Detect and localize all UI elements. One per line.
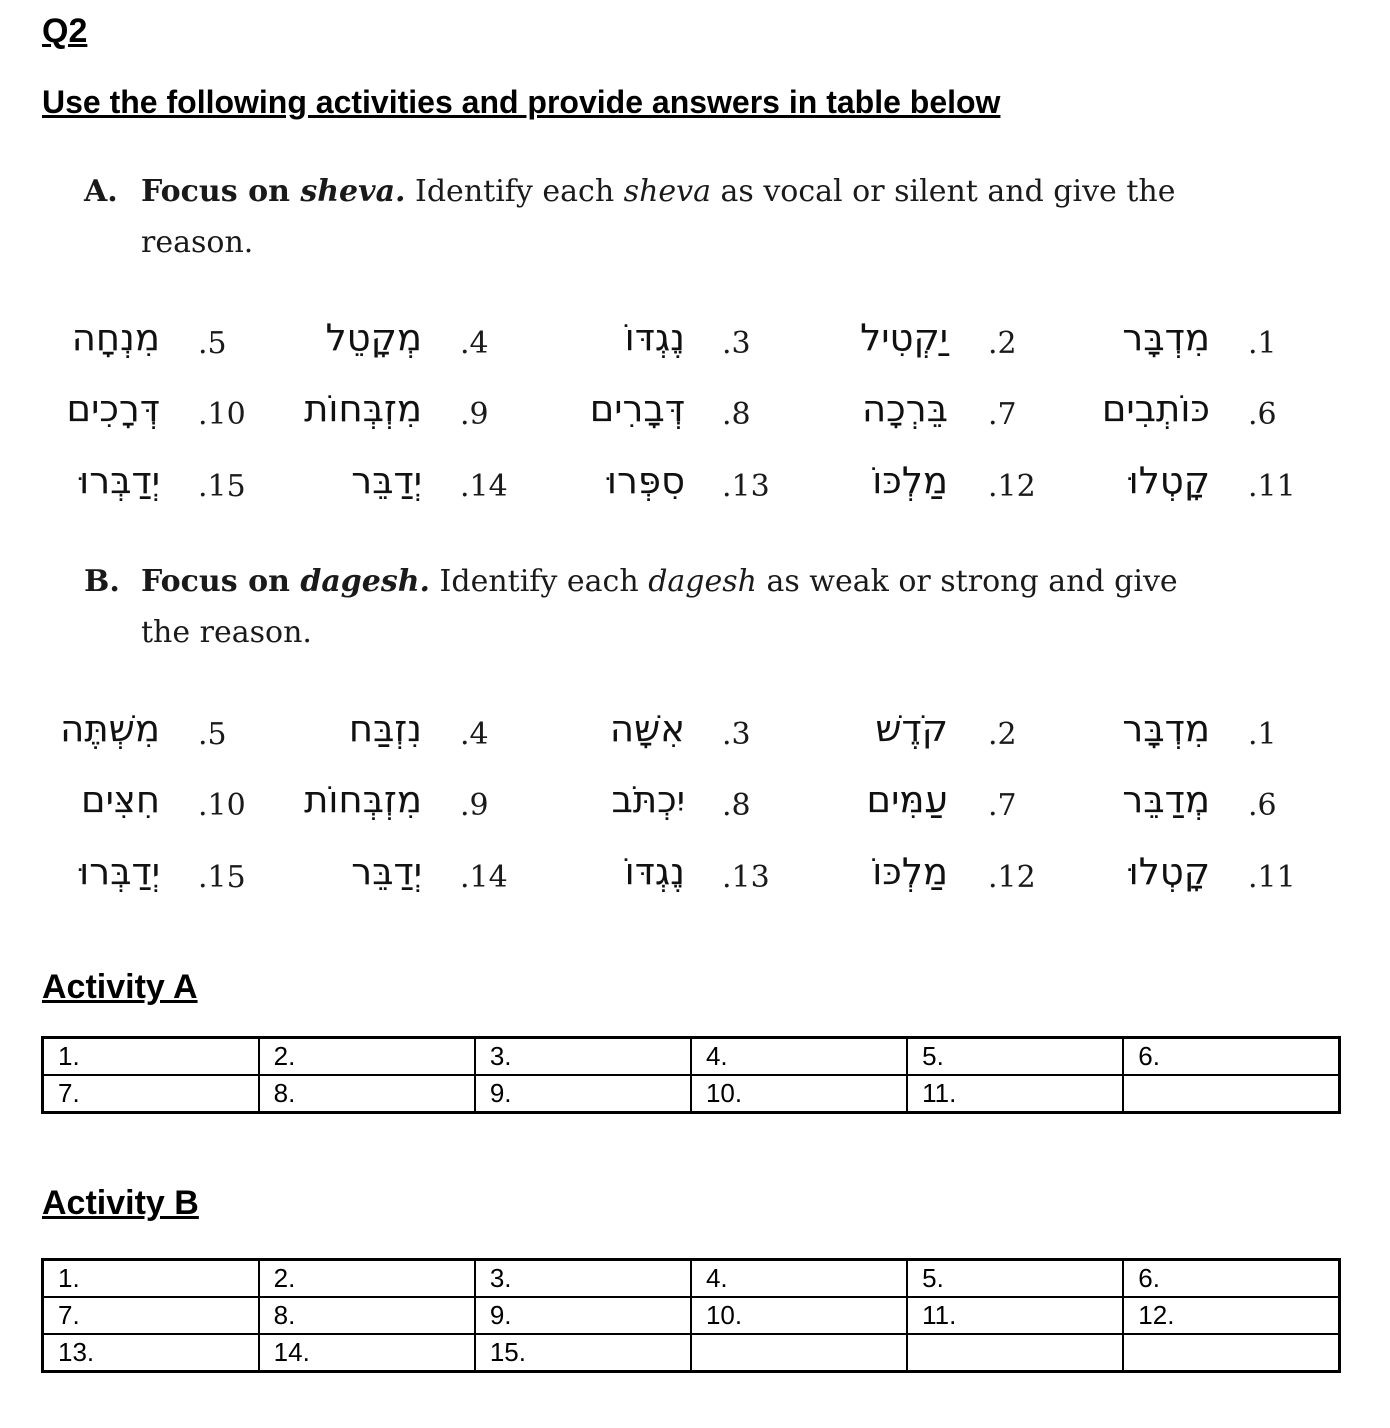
activity-b-answer-cell[interactable]: 12. [1123, 1297, 1339, 1334]
hebrew-word: אִשָּׁה [609, 707, 685, 750]
hebrew-word: מַלְכּוֹ [872, 459, 948, 502]
hebrew-word: יְדַבְּרוּ [79, 850, 160, 893]
item-number: .11 [1248, 469, 1296, 504]
item-number: .8 [722, 397, 751, 432]
activity-a-answer-cell[interactable]: 2. [259, 1038, 475, 1076]
hebrew-word: יְדַבֵּר [351, 850, 422, 893]
item-number: .1 [1248, 326, 1277, 361]
activity-a-row [43, 1038, 1340, 1076]
activity-b-answer-cell[interactable] [691, 1334, 907, 1372]
section-a-letter: A. [84, 174, 118, 209]
hebrew-word: מִדְבָּר [1122, 316, 1210, 359]
hebrew-word: נִזְבַּח [348, 707, 422, 750]
activity-b-heading: Activity B [42, 1184, 199, 1222]
activity-b-table [41, 1258, 1341, 1373]
item-number: .3 [722, 326, 751, 361]
hebrew-word: מִזְבְּחוֹת [304, 387, 422, 430]
hebrew-word: יְדַבֵּר [351, 459, 422, 502]
item-number: .8 [722, 788, 751, 823]
activity-a-answer-cell[interactable]: 10. [691, 1075, 907, 1113]
item-number: .15 [198, 860, 246, 895]
hebrew-word: מְקָטֵל [325, 316, 422, 359]
item-number: .3 [722, 717, 751, 752]
hebrew-word: חִצִּים [81, 778, 160, 821]
hebrew-word: קָטְלוּ [1128, 850, 1210, 893]
item-number: .7 [988, 788, 1017, 823]
activity-a-answer-cell[interactable]: 8. [259, 1075, 475, 1113]
activity-b-row [43, 1334, 1340, 1372]
activity-a-answer-cell[interactable]: 7. [43, 1075, 259, 1113]
item-number: .13 [722, 469, 770, 504]
item-number: .6 [1248, 788, 1277, 823]
activity-a-answer-cell[interactable]: 6. [1123, 1038, 1339, 1076]
hebrew-word: מִנְחָה [71, 316, 160, 359]
item-number: .5 [198, 717, 227, 752]
section-a-line-1 [84, 166, 1314, 217]
item-number: .12 [988, 469, 1036, 504]
activity-b-answer-cell[interactable]: 3. [475, 1260, 691, 1298]
item-number: .2 [988, 717, 1017, 752]
item-number: .5 [198, 326, 227, 361]
hebrew-word: מִדְבָּר [1122, 707, 1210, 750]
hebrew-word: סִפְּרוּ [606, 459, 685, 502]
item-number: .7 [988, 397, 1017, 432]
section-b-letter: B. [84, 564, 120, 599]
hebrew-word: נֶגְדּוֹ [624, 316, 685, 359]
hebrew-word: יַקְטִיל [860, 316, 948, 359]
question-label: Q2 [42, 12, 88, 50]
item-number: .9 [460, 397, 489, 432]
section-b-bold-term: dagesh. [300, 564, 430, 599]
hebrew-word: נֶגְדּוֹ [624, 850, 685, 893]
activity-a-answer-cell[interactable]: 4. [691, 1038, 907, 1076]
activity-b-answer-cell[interactable]: 5. [907, 1260, 1123, 1298]
activity-a-row [43, 1075, 1340, 1113]
section-b-instruction [84, 556, 1314, 658]
activity-a-answer-cell[interactable]: 9. [475, 1075, 691, 1113]
section-a-text-3: reason. [141, 225, 254, 260]
section-b-text-1: Identify each [429, 564, 649, 599]
hebrew-word: עַמִּים [866, 778, 948, 821]
activity-b-answer-cell[interactable] [1123, 1334, 1339, 1372]
item-number: .14 [460, 860, 508, 895]
item-number: .6 [1248, 397, 1277, 432]
section-a-bold-term: sheva. [300, 174, 406, 209]
hebrew-word: מְדַבֵּר [1122, 778, 1210, 821]
activity-b-answer-cell[interactable] [907, 1334, 1123, 1372]
hebrew-word: מִזְבְּחוֹת [304, 778, 422, 821]
item-number: .4 [460, 326, 489, 361]
hebrew-word: יִכְתֹּב [611, 778, 685, 821]
section-b-text-2: as weak or strong and give [756, 564, 1178, 599]
item-number: .12 [988, 860, 1036, 895]
activity-b-answer-cell[interactable]: 4. [691, 1260, 907, 1298]
hebrew-word: יְדַבְּרוּ [79, 459, 160, 502]
activity-b-row [43, 1297, 1340, 1334]
section-a-instruction [84, 166, 1314, 268]
hebrew-word: דְּבָרִים [589, 387, 685, 430]
hebrew-word: בֵּרְכָה [861, 387, 948, 430]
activity-b-row [43, 1260, 1340, 1298]
activity-a-table [41, 1036, 1341, 1114]
section-b-italic-term: dagesh [648, 564, 757, 599]
section-a-text-2: as vocal or silent and give the [710, 174, 1176, 209]
item-number: .4 [460, 717, 489, 752]
activity-b-answer-cell[interactable]: 13. [43, 1334, 259, 1372]
section-a-italic-term: sheva [623, 174, 711, 209]
main-heading: Use the following activities and provide answers in table below [42, 84, 1001, 120]
activity-a-answer-cell[interactable]: 1. [43, 1038, 259, 1076]
activity-a-answer-cell[interactable]: 3. [475, 1038, 691, 1076]
item-number: .11 [1248, 860, 1296, 895]
section-b-line-1 [84, 556, 1314, 607]
section-a-text-1: Identify each [405, 174, 624, 209]
item-number: .15 [198, 469, 246, 504]
activity-b-answer-cell[interactable]: 7. [43, 1297, 259, 1334]
activity-a-answer-cell[interactable]: 11. [907, 1075, 1123, 1113]
item-number: .2 [988, 326, 1017, 361]
activity-a-heading: Activity A [42, 968, 198, 1006]
activity-b-answer-cell[interactable]: 1. [43, 1260, 259, 1298]
activity-b-answer-cell[interactable]: 9. [475, 1297, 691, 1334]
hebrew-word: כּוֹתְבִים [1101, 387, 1210, 430]
item-number: .14 [460, 469, 508, 504]
section-b-bold-lead: Focus on [141, 564, 301, 599]
hebrew-word: דְּרָכִים [66, 387, 160, 430]
section-b-text-3: the reason. [141, 615, 312, 650]
item-number: .13 [722, 860, 770, 895]
activity-a-answer-cell[interactable] [1123, 1075, 1339, 1113]
activity-b-answer-cell[interactable]: 11. [907, 1297, 1123, 1334]
hebrew-word: מַלְכּוֹ [872, 850, 948, 893]
section-a-bold-lead: Focus on [141, 174, 301, 209]
item-number: .1 [1248, 717, 1277, 752]
item-number: .10 [198, 397, 246, 432]
hebrew-word: מִשְׁתֶּה [60, 707, 160, 750]
activity-a-answer-cell[interactable]: 5. [907, 1038, 1123, 1076]
item-number: .10 [198, 788, 246, 823]
hebrew-word: קֹדֶשׁ [875, 707, 948, 750]
activity-b-answer-cell[interactable]: 10. [691, 1297, 907, 1334]
activity-b-answer-cell[interactable]: 8. [259, 1297, 475, 1334]
activity-b-answer-cell[interactable]: 14. [259, 1334, 475, 1372]
item-number: .9 [460, 788, 489, 823]
hebrew-word: קָטְלוּ [1128, 459, 1210, 502]
activity-b-answer-cell[interactable]: 15. [475, 1334, 691, 1372]
activity-b-answer-cell[interactable]: 6. [1123, 1260, 1339, 1298]
activity-b-answer-cell[interactable]: 2. [259, 1260, 475, 1298]
